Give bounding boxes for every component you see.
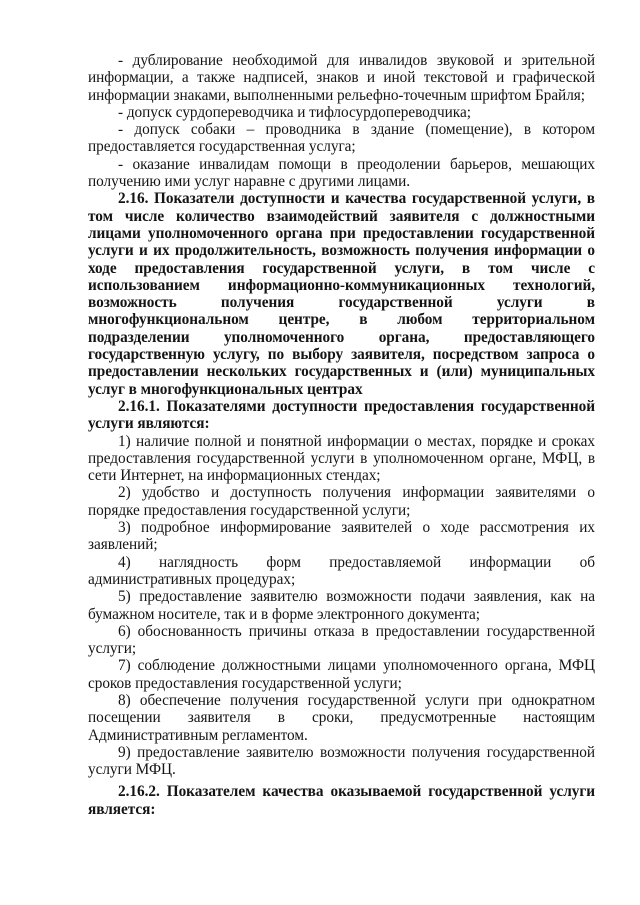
list-item-barrier-help: - оказание инвалидам помощи в преодолении барьеров, мешающих получению ими услуг наравне с другими лицами. [88,155,595,191]
numbered-item-2: 2) удобство и доступность получения информации заявителями о порядке предоставления государственной услуги; [88,484,595,519]
subsection-heading-2-16-1: 2.16.1. Показателями доступности предоставления государственной услуги являются: [88,397,595,433]
numbered-item-4: 4) наглядность форм предоставляемой информации об административных процедурах; [88,553,595,588]
numbered-item-8: 8) обеспечение получения государственной услуги при однократном посещении заявителя в сроки, предусмотренные настоящим Административным регламентом. [88,691,595,744]
numbered-item-9: 9) предоставление заявителю возможности получения государственной услуги МФЦ. [88,743,595,779]
subsection-heading-2-16-2: 2.16.2. Показателем качества оказываемой государственной услуги является: [88,783,595,818]
list-item-sign-interpreter: - допуск сурдопереводчика и тифлосурдопереводчика; [118,103,471,121]
list-item-guide-dog: - допуск собаки – проводника в здание (помещение), в котором предоставляется государственная услуга; [88,121,595,156]
numbered-item-5: 5) предоставление заявителю возможности подачи заявления, как на бумажном носителе, так и в форме электронного документа; [88,588,595,623]
numbered-item-6: 6) обоснованность причины отказа в предоставлении государственной услуги; [88,622,595,658]
list-item-braille: - дублирование необходимой для инвалидов звуковой и зрительной информации, а также надписей, знаков и иной текстовой и графической информации знаками, выполненными рельефно-точечным шрифтом Брайля; [88,52,595,104]
section-heading-2-16: 2.16. Показатели доступности и качества государственной услуги, в том числе количество взаимодействий заявителя с должностными лицами уполномоченного органа при предоставлении государственной услуги и их продолжительность, возможность получения информации о ходе предоставления государственной услуги, в том числе с использованием информационно-коммуникационных технологий, возможность получения государственной услуги в многофункциональном центре, в любом территориальном подразделении уполномоченного органа, предоставляющего государственную услугу, по выбору заявителя, посредством запроса о предоставлении нескольких государственных и (или) муниципальных услуг в многофункциональных центрах [88,190,595,398]
numbered-item-7: 7) соблюдение должностными лицами уполномоченного органа, МФЦ сроков предоставления государственной услуги; [88,657,595,692]
numbered-item-3: 3) подробное информирование заявителей о ходе рассмотрения их заявлений; [88,519,595,554]
numbered-item-1: 1) наличие полной и понятной информации о местах, порядке и сроках предоставления государственной услуги в уполномоченном органе, МФЦ, в сети Интернет, на информационных стендах; [88,432,595,485]
